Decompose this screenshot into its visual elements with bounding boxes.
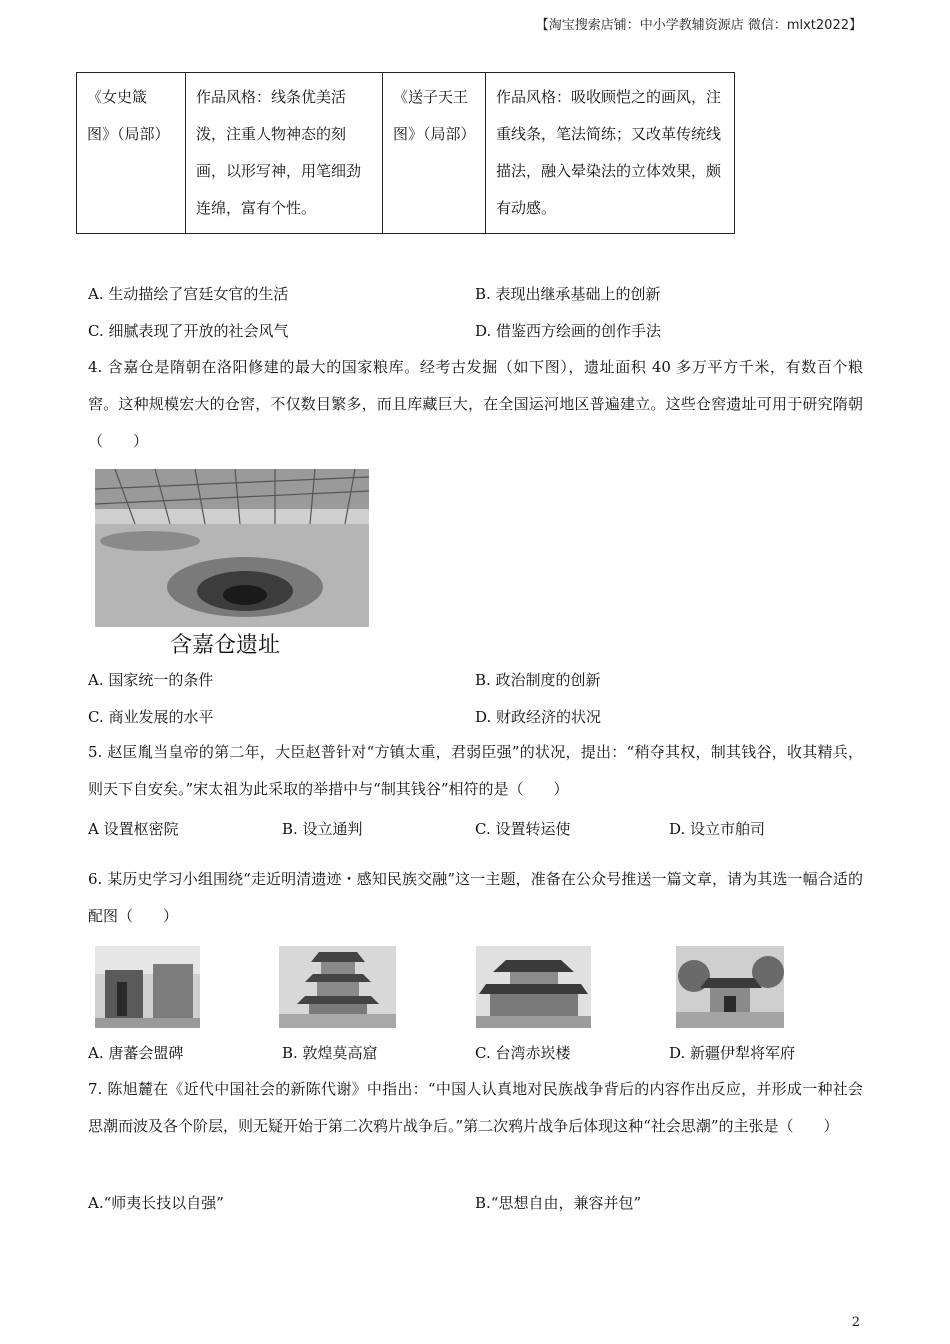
q3-option-b: B. 表现出继承基础上的创新 — [475, 285, 661, 303]
q6-option-a: A. 唐蕃会盟碑 — [88, 1044, 184, 1062]
tang-tibet-stele-photo — [95, 946, 200, 1028]
dunhuang-mogao-photo — [279, 946, 396, 1028]
q4-text: 4. 含嘉仓是隋朝在洛阳修建的最大的国家粮库。经考古发掘（如下图），遗址面积 40 多万平方千米，有数百个粮窖。这种规模宏大的仓窖，不仅数目繁多，而且库藏巨大，在全国运河地区普遍建立。这些仓窖遗址可用于研究隋朝（ ） — [88, 358, 863, 450]
ili-general-mansion-photo — [676, 946, 784, 1028]
q6-option-b: B. 敦煌莫高窟 — [282, 1044, 378, 1062]
page-header: 【淘宝搜索店铺：中小学教辅资源店 微信：mlxt2022】 — [535, 18, 862, 33]
q7-option-a: A.“师夷长技以自强” — [88, 1194, 224, 1212]
q4-option-c: C. 商业发展的水平 — [88, 708, 214, 726]
left-painting-title: 《女史箴图》（局部） — [77, 73, 186, 234]
q5-option-c: C. 设置转运使 — [475, 820, 571, 838]
q6-option-d: D. 新疆伊犁将军府 — [669, 1044, 796, 1062]
right-painting-style: 作品风格：吸收顾恺之的画风，注重线条，笔法简练；又改革传统线描法，融入晕染法的立体效果，颇有动感。 — [486, 73, 735, 234]
q4-option-b: B. 政治制度的创新 — [475, 671, 601, 689]
q5-option-d: D. 设立市舶司 — [669, 820, 766, 838]
q4-option-d: D. 财政经济的状况 — [475, 708, 602, 726]
left-painting-style: 作品风格：线条优美活泼，注重人物神态的刻画，以形写神，用笔细劲连绵，富有个性。 — [186, 73, 383, 234]
art-comparison-table — [76, 72, 735, 234]
chikan-tower-photo — [476, 946, 591, 1028]
q5-text: 5. 赵匡胤当皇帝的第二年，大臣赵普针对“方镇太重，君弱臣强”的状况，提出：“稍夺其权，制其钱谷，收其精兵，则天下自安矣。”宋太祖为此采取的举措中与“制其钱谷”相符的是（ ） — [88, 743, 863, 798]
q5-option-a: A 设置枢密院 — [88, 820, 179, 838]
q4-option-a: A. 国家统一的条件 — [88, 671, 214, 689]
hanjia-granary-photo — [95, 469, 369, 627]
q3-option-d: D. 借鉴西方绘画的创作手法 — [475, 322, 662, 340]
q6-option-c: C. 台湾赤崁楼 — [475, 1044, 571, 1062]
q7-option-b: B.“思想自由，兼容并包” — [475, 1194, 642, 1212]
right-painting-title: 《送子天王图》（局部） — [383, 73, 486, 234]
q5-option-b: B. 设立通判 — [282, 820, 363, 838]
granary-photo-caption: 含嘉仓遗址 — [170, 633, 281, 658]
q3-option-c: C. 细腻表现了开放的社会风气 — [88, 322, 289, 340]
q6-text: 6. 某历史学习小组围绕“走近明清遗迹・感知民族交融”这一主题，准备在公众号推送一篇文章，请为其选一幅合适的配图（ ） — [88, 870, 863, 925]
page-number: 2 — [851, 1315, 860, 1330]
q7-text: 7. 陈旭麓在《近代中国社会的新陈代谢》中指出：“中国人认真地对民族战争背后的内容作出反应，并形成一种社会思潮而波及各个阶层，则无疑开始于第二次鸦片战争后。”第二次鸦片战争后体现这种“社会思潮”的主张是（ ） — [88, 1080, 863, 1135]
q3-option-a: A. 生动描绘了宫廷女官的生活 — [88, 285, 289, 303]
